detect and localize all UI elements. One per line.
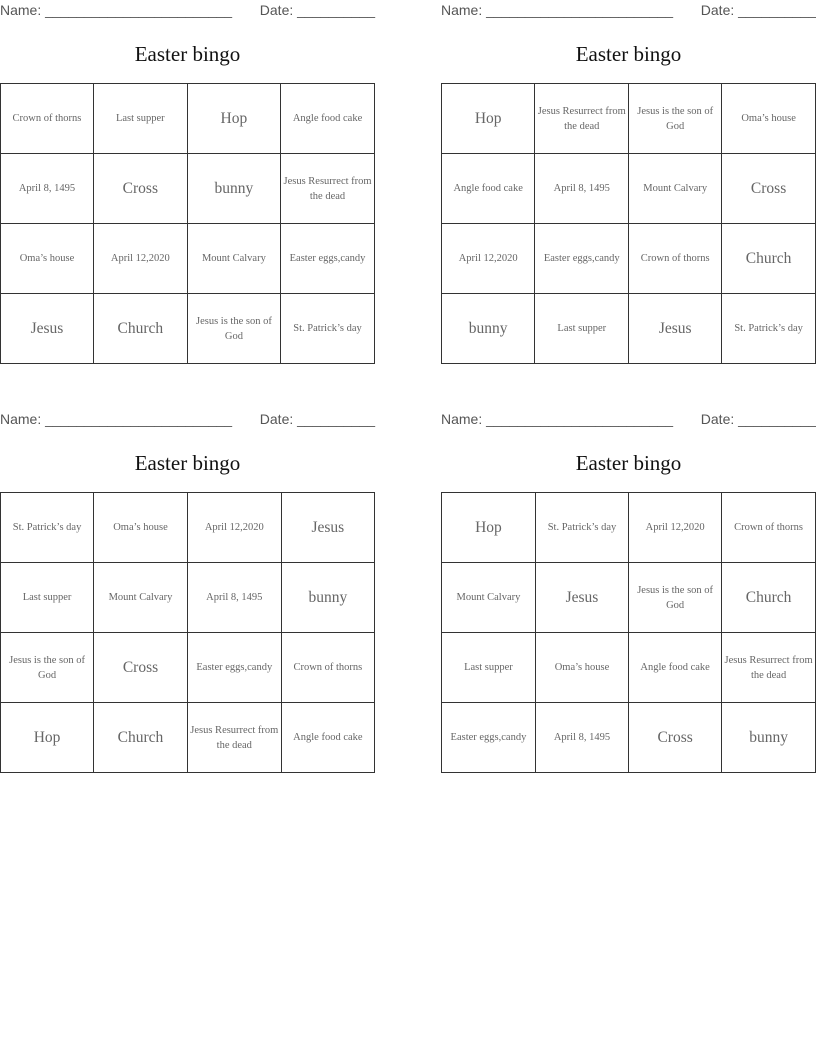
grid-row	[442, 703, 816, 773]
date-field: Date: __________	[259, 411, 375, 427]
bingo-cell: bunny	[442, 294, 535, 364]
card-title: Easter bingo	[575, 42, 682, 66]
name-field: Name: ________________________	[441, 2, 673, 18]
bingo-grid	[441, 83, 816, 364]
bingo-cell: Cross	[94, 633, 188, 703]
date-field: Date: __________	[700, 2, 816, 18]
bingo-cell: Church	[722, 563, 816, 633]
bingo-grid	[0, 492, 375, 773]
bingo-cell: Easter eggs,candy	[281, 224, 375, 294]
bingo-cell: Jesus	[629, 294, 722, 364]
bingo-cell: Angle food cake	[629, 633, 722, 703]
bingo-cell: Cross	[722, 154, 816, 224]
bingo-cell: Mount Calvary	[94, 563, 188, 633]
bingo-card-2	[441, 0, 816, 337]
bingo-cell: Oma’s house	[535, 633, 628, 703]
bingo-card-3	[0, 409, 375, 751]
bingo-cell: Jesus is the son of God	[629, 563, 722, 633]
bingo-cell: Jesus Resurrect from the dead	[722, 633, 816, 703]
bingo-cell: Jesus Resurrect from the dead	[281, 154, 375, 224]
grid-row	[1, 84, 375, 154]
card-header	[441, 409, 816, 431]
bingo-cell: April 12,2020	[187, 493, 281, 563]
bingo-cell: April 12,2020	[93, 224, 187, 294]
bingo-cell: Church	[722, 224, 816, 294]
grid-row	[442, 154, 816, 224]
bingo-cell: Last supper	[442, 633, 536, 703]
bingo-cell: Jesus Resurrect from the dead	[535, 84, 629, 154]
bingo-card-1	[0, 0, 375, 342]
grid-row	[1, 633, 375, 703]
grid-row	[1, 154, 375, 224]
name-field: Name: ________________________	[0, 411, 232, 427]
bingo-cell: Jesus	[281, 493, 374, 563]
bingo-cell: Jesus	[535, 563, 628, 633]
bingo-cell: Oma’s house	[94, 493, 188, 563]
bingo-cell: Mount Calvary	[187, 224, 280, 294]
bingo-cell: Crown of thorns	[722, 493, 816, 563]
bingo-cell: Easter eggs,candy	[442, 703, 536, 773]
grid-row	[442, 224, 816, 294]
bingo-cell: April 8, 1495	[535, 703, 628, 773]
card-header	[441, 0, 816, 22]
name-field: Name: ________________________	[441, 411, 673, 427]
bingo-cell: Cross	[93, 154, 187, 224]
bingo-cell: Angle food cake	[281, 84, 375, 154]
bingo-cell: April 12,2020	[629, 493, 722, 563]
bingo-cell: Crown of thorns	[1, 84, 94, 154]
bingo-cell: St. Patrick’s day	[281, 294, 375, 364]
bingo-cell: April 8, 1495	[1, 154, 94, 224]
bingo-cell: Hop	[442, 493, 536, 563]
bingo-cell: Crown of thorns	[629, 224, 722, 294]
bingo-cell: bunny	[187, 154, 280, 224]
bingo-grid	[0, 83, 375, 364]
bingo-cell: Hop	[187, 84, 280, 154]
bingo-cell: Church	[94, 703, 188, 773]
bingo-cell: April 12,2020	[442, 224, 535, 294]
card-header	[0, 409, 375, 431]
bingo-cell: April 8, 1495	[187, 563, 281, 633]
name-field: Name: ________________________	[0, 2, 232, 18]
grid-row	[442, 493, 816, 563]
bingo-grid	[441, 492, 816, 773]
card-title: Easter bingo	[134, 42, 241, 66]
bingo-cell: St. Patrick’s day	[722, 294, 816, 364]
bingo-cell: Jesus Resurrect from the dead	[187, 703, 281, 773]
card-title: Easter bingo	[134, 451, 241, 475]
bingo-cell: Mount Calvary	[442, 563, 536, 633]
bingo-cell: Last supper	[1, 563, 94, 633]
bingo-cell: Angle food cake	[281, 703, 374, 773]
bingo-cell: bunny	[722, 703, 816, 773]
bingo-card-4	[441, 409, 816, 746]
grid-row	[442, 633, 816, 703]
date-field: Date: __________	[700, 411, 816, 427]
bingo-cell: Cross	[629, 703, 722, 773]
grid-row	[1, 563, 375, 633]
bingo-cell: bunny	[281, 563, 374, 633]
bingo-cell: Angle food cake	[442, 154, 535, 224]
grid-row	[442, 563, 816, 633]
bingo-cell: Crown of thorns	[281, 633, 374, 703]
bingo-cell: Hop	[442, 84, 535, 154]
bingo-cell: April 8, 1495	[535, 154, 629, 224]
bingo-cell: Jesus	[1, 294, 94, 364]
card-header	[0, 0, 375, 22]
grid-row	[1, 703, 375, 773]
grid-row	[1, 294, 375, 364]
bingo-cell: Oma’s house	[722, 84, 816, 154]
grid-row	[1, 224, 375, 294]
bingo-cell: Oma’s house	[1, 224, 94, 294]
bingo-cell: St. Patrick’s day	[535, 493, 628, 563]
date-field: Date: __________	[259, 2, 375, 18]
bingo-cell: Church	[93, 294, 187, 364]
bingo-cell: Jesus is the son of God	[187, 294, 280, 364]
bingo-cell: Jesus is the son of God	[629, 84, 722, 154]
bingo-cell: Hop	[1, 703, 94, 773]
grid-row	[442, 294, 816, 364]
bingo-cell: Last supper	[535, 294, 629, 364]
grid-row	[442, 84, 816, 154]
grid-row	[1, 493, 375, 563]
bingo-cell: Easter eggs,candy	[535, 224, 629, 294]
bingo-cell: St. Patrick’s day	[1, 493, 94, 563]
card-title: Easter bingo	[575, 451, 682, 475]
bingo-cell: Last supper	[93, 84, 187, 154]
bingo-cell: Mount Calvary	[629, 154, 722, 224]
bingo-cell: Easter eggs,candy	[187, 633, 281, 703]
bingo-cell: Jesus is the son of God	[1, 633, 94, 703]
